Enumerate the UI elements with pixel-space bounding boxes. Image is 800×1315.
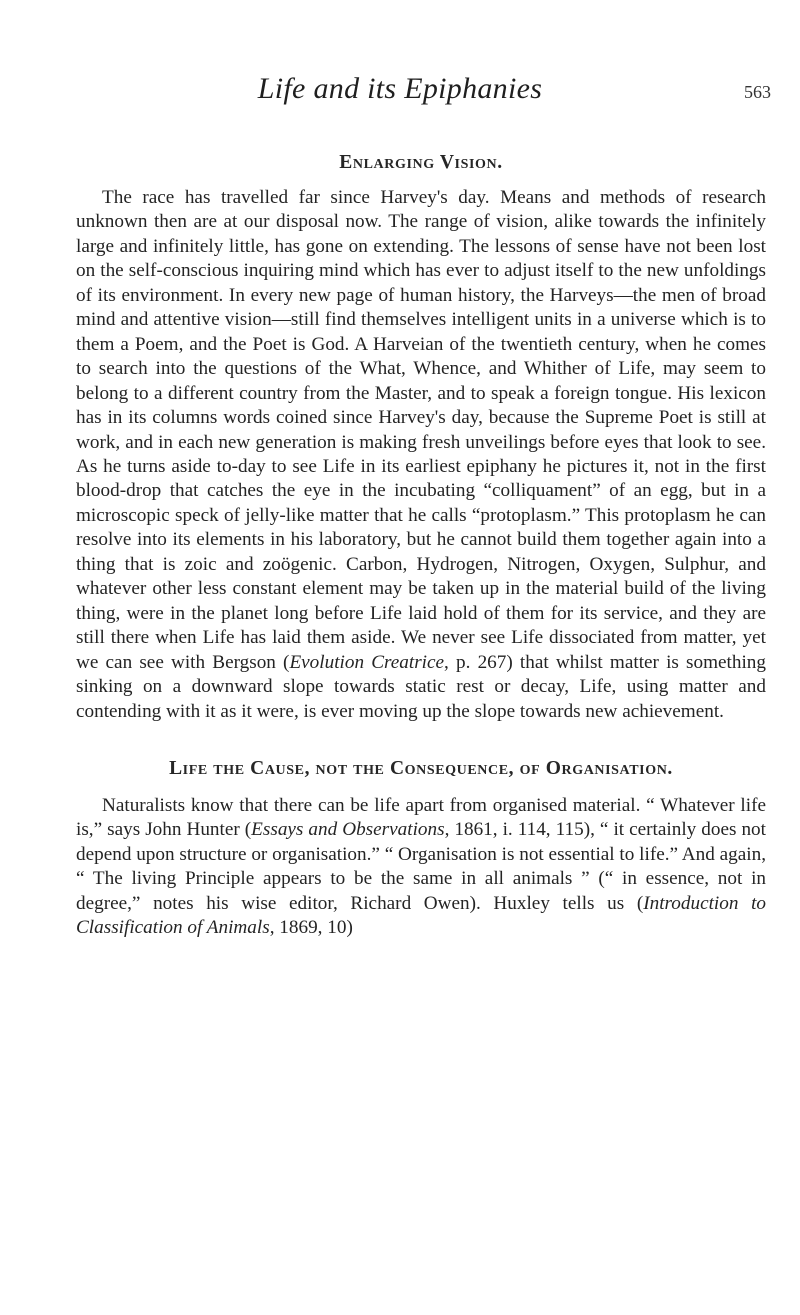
page-number: 563 [744, 82, 771, 102]
paragraph-text: , 1861, i. 114, 115), “ it certainly does not depend upon structure or organisation.” “ Organisation is not essential to life.” And again, “ The living Principle appears to be the same in all animals ” (“ in essence, not in degree,” notes his wise editor, Richard Owen). Huxley tells us ( [76, 819, 766, 914]
paragraph-text: The race has travelled far since Harvey's day. Means and methods of research unknown then are at our disposal now. The range of vision, alike towards the infinitely large and infinitely little, has gone on extending. The lessons of sense have not been lost on the self-conscious inquiring mind which has ever to adjust itself to the new unfoldings of its environment. In every new page of human history, the Harveys—the men of broad mind and attentive vision—still find themselves intelligent units in a universe which is to them a Poem, and the Poet is God. A Harveian of the twentieth century, when he comes to search into the questions of the What, Whence, and Whither of Life, may seem to belong to a different country from the Master, and to speak a foreign tongue. His lexicon has in its columns words coined since Harvey's day, because the Supreme Poet is still at work, and in each new generation is making fresh unveilings before eyes that look to see. As he turns aside to-day to see Life in its earliest epiphany he pictures it, not in the first blood-drop that catches the eye in the incubating “colliquament” of an egg, but in a microscopic speck of jelly-like matter that he calls “protoplasm.” This protoplasm he can resolve into its elements in his laboratory, but he cannot build them together again into a thing that is zoic and zoögenic. Carbon, Hydrogen, Nitrogen, Oxygen, Sulphur, and whatever other less constant element may be taken up in the material build of the living thing, were in the planet long before Life laid hold of them for its service, and they are still there when Life has laid them aside. We never see Life dissociated from matter, yet we can see with Bergson ( [76, 187, 766, 673]
page-body [76, 152, 766, 941]
paragraph-enlarging-vision [76, 186, 766, 724]
section-heading-life-the-cause: Life the Cause, not the Consequence, of Organisation. [169, 757, 673, 779]
paragraph-text: , p. 267) that whilst matter is something sinking on a downward slope towards static rest or decay, Life, using matter and contending with it as it were, is ever moving up the slope towards new achievement. [76, 651, 766, 722]
citation-title: Essays and Observations [251, 819, 445, 841]
paragraph-text: , 1869, 10) [269, 917, 353, 939]
section-heading-enlarging-vision: Enlarging Vision. [339, 152, 503, 173]
citation-title: Evolution Creatrice [289, 651, 445, 673]
running-head [0, 72, 800, 112]
paragraph-text: Naturalists know that there can be life apart from organised material. “ Whatever life is,” says John Hunter ( [76, 794, 766, 841]
citation-title: Introduction to Classification of Animals [76, 892, 767, 939]
running-title: Life and its Epiphanies [257, 72, 543, 105]
paragraph-life-the-cause [76, 794, 766, 941]
